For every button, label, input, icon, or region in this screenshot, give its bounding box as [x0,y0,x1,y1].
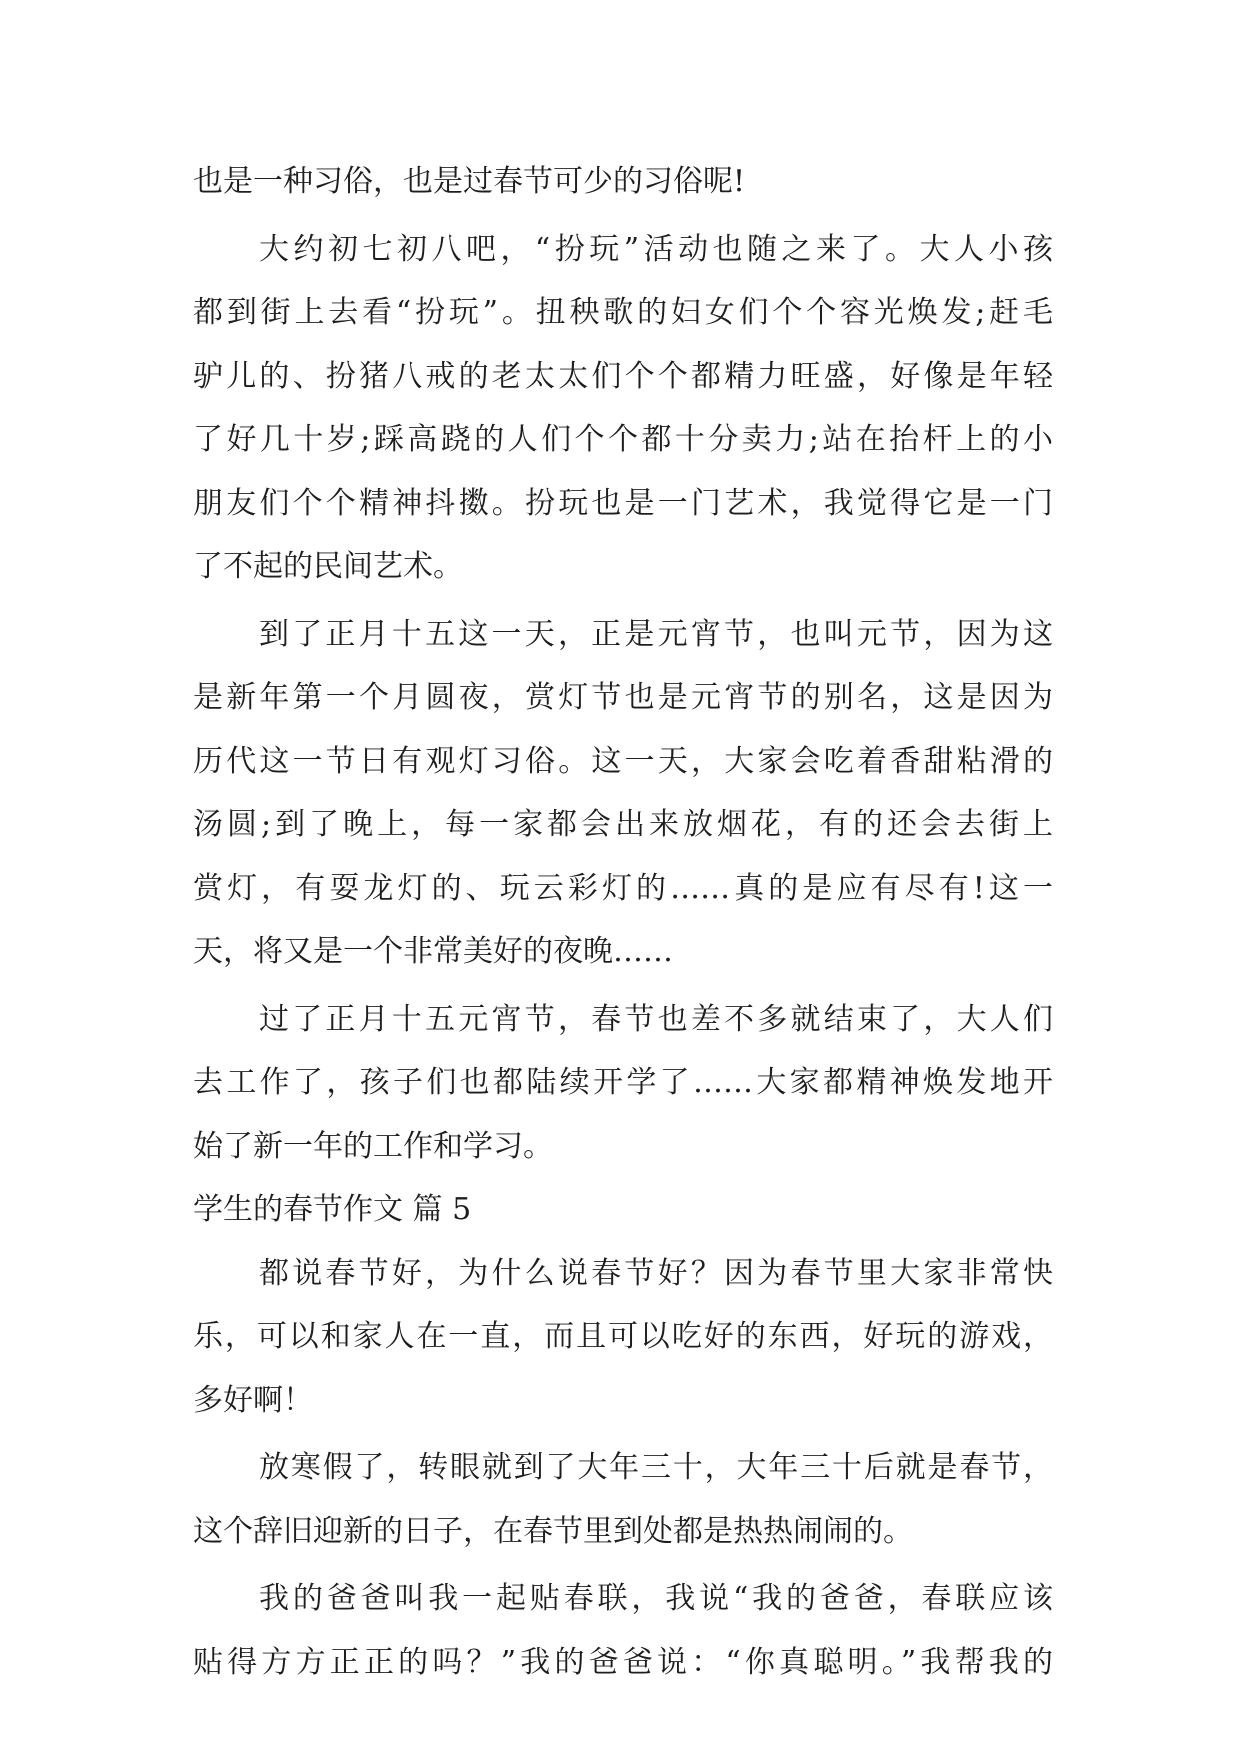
text-line: 朋友们个个精神抖擞。扮玩也是一门艺术，我觉得它是一门 [193,485,1053,521]
text-line: 是新年第一个月圆夜，赏灯节也是元宵节的别名，这是因为 [193,680,1053,715]
text-line: 多好啊！ [193,1382,313,1418]
text-line: 了好几十岁;踩高跷的人们个个都十分卖力;站在抬杆上的小 [193,422,1053,457]
section-heading: 学生的春节作文 篇 5 [193,1192,472,1227]
paragraph-yuanxiao [193,603,1053,984]
text-line: 都到街上去看“扮玩”。扭秧歌的妇女们个个容光焕发;赶毛 [193,295,1053,330]
text-line: 过了正月十五元宵节，春节也差不多就结束了，大人们 [259,1001,1053,1037]
text-line: 汤圆;到了晚上，每一家都会出来放烟花，有的还会去街上 [193,807,1053,842]
paragraph-why-good [193,1242,1053,1433]
text-line: 我的爸爸叫我一起贴春联，我说“我的爸爸，春联应该 [259,1581,1053,1616]
text-line: 到了正月十五这一天，正是元宵节，也叫元节，因为这 [259,616,1053,652]
text-line: 赏灯，有耍龙灯的、玩云彩灯的……真的是应有尽有!这一 [193,870,1053,906]
text-line: 贴得方方正正的吗？”我的爸爸说：“你真聪明。”我帮我的 [193,1644,1053,1680]
text-line: 去工作了，孩子们也都陆续开学了……大家都精神焕发地开 [193,1065,1053,1100]
text-line: 都说春节好，为什么说春节好？因为春节里大家非常快 [259,1255,1053,1291]
text-line: 了不起的民间艺术。 [193,549,463,584]
text-line: 始了新一年的工作和学习。 [193,1128,553,1164]
text-line: 大约初七初八吧，“扮玩”活动也随之来了。大人小孩 [259,231,1053,267]
text-line: 放寒假了，转眼就到了大年三十，大年三十后就是春节， [259,1450,1053,1485]
paragraph-winter-break [193,1436,1053,1563]
text-line: 也是一种习俗，也是过春节可少的习俗呢! [193,164,746,199]
document-page [193,150,1053,1694]
text-line: 这个辞旧迎新的日子，在春节里到处都是热热闹闹的。 [193,1513,913,1549]
text-line: 乐，可以和家人在一直，而且可以吃好的东西，好玩的游戏， [193,1319,1053,1354]
text-line: 驴儿的、扮猪八戒的老太太们个个都精力旺盛，好像是年轻 [193,358,1053,394]
paragraph-after-festival [193,988,1053,1179]
paragraph-banwan [193,218,1053,599]
text-line: 历代这一节日有观灯习俗。这一天，大家会吃着香甜粘滑的 [193,743,1053,779]
paragraph-couplets [193,1567,1053,1694]
text-line: 天，将又是一个非常美好的夜晚…… [193,934,673,969]
paragraph-custom-end [193,150,1053,214]
